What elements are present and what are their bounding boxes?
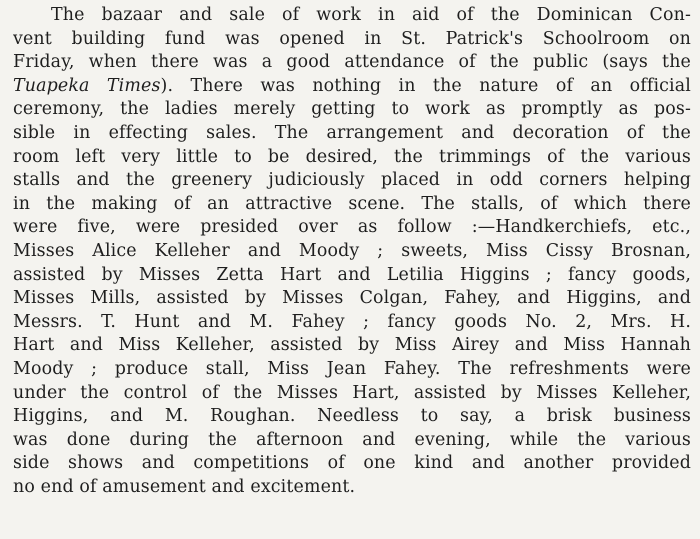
text-line-14: Messrs. T. Hunt and M. Fahey ; fancy goods No. 2, Mrs. H.	[13, 311, 691, 332]
text-line-4	[13, 75, 691, 99]
text-line-3: Friday, when there was a good attendance of the public (says the	[13, 52, 691, 73]
text-line-13: Misses Mills, assisted by Misses Colgan, Fahey, and Higgins, and	[13, 288, 691, 309]
text-line-15: Hart and Miss Kelleher, assisted by Miss Airey and Miss Hannah	[13, 335, 691, 356]
text-line-5: ceremony, the ladies merely getting to work as promptly as pos-	[13, 99, 691, 120]
text-line-19: was done during the afternoon and evening, while the various	[13, 429, 691, 450]
text-line-8: stalls and the greenery judiciously placed in odd corners helping	[13, 170, 691, 191]
text-line-1: The bazaar and sale of work in aid of the Dominican Con-	[51, 5, 691, 25]
text-line-16: Moody ; produce stall, Miss Jean Fahey. The refreshments were	[13, 358, 691, 379]
text-line-2: vent building fund was opened in St. Patrick's Schoolroom on	[13, 28, 691, 49]
article-text	[13, 4, 691, 499]
text-line-4-rest: ). There was nothing in the nature of an official	[160, 75, 691, 96]
text-line-17: under the control of the Misses Hart, assisted by Misses Kelleher,	[13, 382, 691, 403]
text-line-9: in the making of an attractive scene. The stalls, of which there	[13, 193, 691, 214]
text-line-18: Higgins, and M. Roughan. Needless to say, a brisk business	[13, 406, 691, 427]
text-line-21: no end of amusement and excitement.	[13, 476, 356, 497]
text-line-10: were five, were presided over as follow :—Handkerchiefs, etc.,	[13, 217, 691, 238]
text-line-20: side shows and competitions of one kind and another provided	[13, 453, 691, 474]
text-line-6: sible in effecting sales. The arrangement and decoration of the	[13, 122, 691, 143]
text-line-12: assisted by Misses Zetta Hart and Letilia Higgins ; fancy goods,	[13, 264, 691, 285]
text-line-7: room left very little to be desired, the trimmings of the various	[13, 146, 691, 167]
newspaper-name: Tuapeka Times	[13, 75, 161, 96]
text-line-11: Misses Alice Kelleher and Moody ; sweets, Miss Cissy Brosnan,	[13, 240, 691, 261]
